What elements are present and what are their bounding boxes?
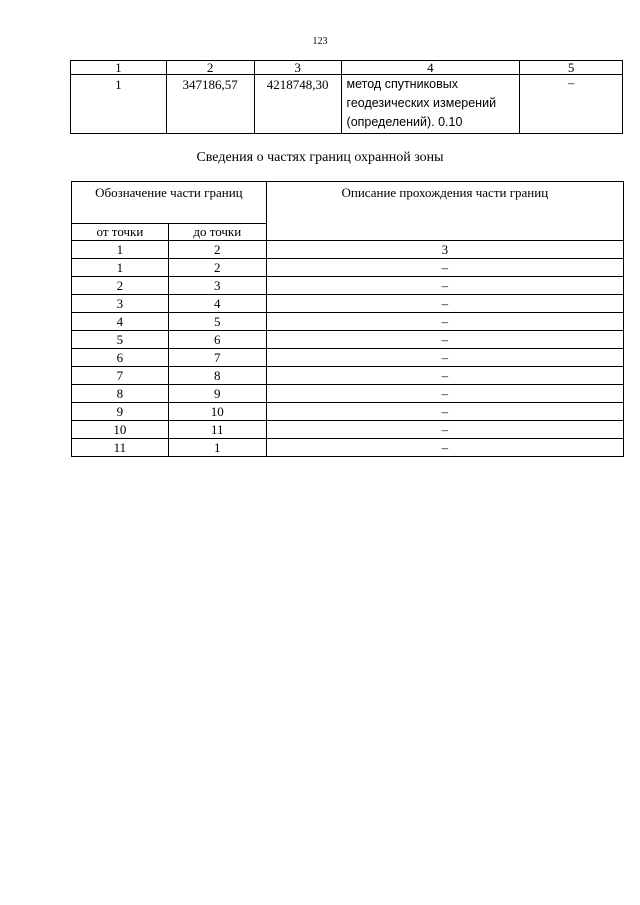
coordinates-header-row	[71, 61, 623, 75]
parts-header-row	[72, 182, 624, 224]
header-to-point: до точки	[168, 224, 266, 241]
to-point: 3	[168, 277, 266, 295]
numbering-cell: 3	[266, 241, 623, 259]
determination-method	[341, 75, 520, 134]
from-point: 2	[72, 277, 169, 295]
to-point: 8	[168, 367, 266, 385]
to-point: 2	[168, 259, 266, 277]
numbering-cell: 1	[72, 241, 169, 259]
from-point: 5	[72, 331, 169, 349]
table-row	[72, 259, 624, 277]
part-description: –	[266, 331, 623, 349]
from-point: 8	[72, 385, 169, 403]
table-row	[72, 295, 624, 313]
table-row	[72, 277, 624, 295]
table-row	[72, 367, 624, 385]
section-title: Сведения о частях границ охранной зоны	[196, 150, 444, 165]
table-row	[72, 313, 624, 331]
part-description: –	[266, 439, 623, 457]
from-point: 4	[72, 313, 169, 331]
from-point: 6	[72, 349, 169, 367]
table-row	[72, 331, 624, 349]
part-description: –	[266, 295, 623, 313]
coordinates-table	[70, 60, 623, 134]
header-designation: Обозначение части границ	[72, 182, 267, 224]
table-row	[71, 75, 623, 134]
from-point: 7	[72, 367, 169, 385]
from-point: 11	[72, 439, 169, 457]
to-point: 4	[168, 295, 266, 313]
part-description: –	[266, 259, 623, 277]
coordinate-y: 4218748,30	[254, 75, 341, 134]
method-line: геодезических измерений	[346, 96, 497, 110]
method-line: (определений). 0.10	[346, 115, 463, 129]
to-point: 7	[168, 349, 266, 367]
part-description: –	[266, 313, 623, 331]
description-cell: –	[520, 75, 623, 134]
table-row	[72, 349, 624, 367]
column-number-5: 5	[520, 61, 623, 75]
to-point: 11	[168, 421, 266, 439]
point-number: 1	[71, 75, 167, 134]
numbering-cell: 2	[168, 241, 266, 259]
to-point: 1	[168, 439, 266, 457]
part-description: –	[266, 367, 623, 385]
to-point: 10	[168, 403, 266, 421]
table-row	[72, 421, 624, 439]
header-from-point: от точки	[72, 224, 169, 241]
part-description: –	[266, 403, 623, 421]
part-description: –	[266, 277, 623, 295]
page-number: 123	[312, 36, 328, 47]
to-point: 6	[168, 331, 266, 349]
table-row	[72, 439, 624, 457]
coordinate-x: 347186,57	[166, 75, 254, 134]
to-point: 9	[168, 385, 266, 403]
from-point: 3	[72, 295, 169, 313]
table-row	[72, 403, 624, 421]
from-point: 9	[72, 403, 169, 421]
numbering-row	[72, 241, 624, 259]
from-point: 1	[72, 259, 169, 277]
from-point: 10	[72, 421, 169, 439]
part-description: –	[266, 349, 623, 367]
header-description: Описание прохождения части границ	[266, 182, 623, 241]
column-number-2: 2	[166, 61, 254, 75]
to-point: 5	[168, 313, 266, 331]
column-number-1: 1	[71, 61, 167, 75]
column-number-4: 4	[341, 61, 520, 75]
boundary-parts-table	[71, 181, 624, 457]
part-description: –	[266, 421, 623, 439]
table-row	[72, 385, 624, 403]
part-description: –	[266, 385, 623, 403]
column-number-3: 3	[254, 61, 341, 75]
method-line: метод спутниковых	[346, 77, 459, 91]
